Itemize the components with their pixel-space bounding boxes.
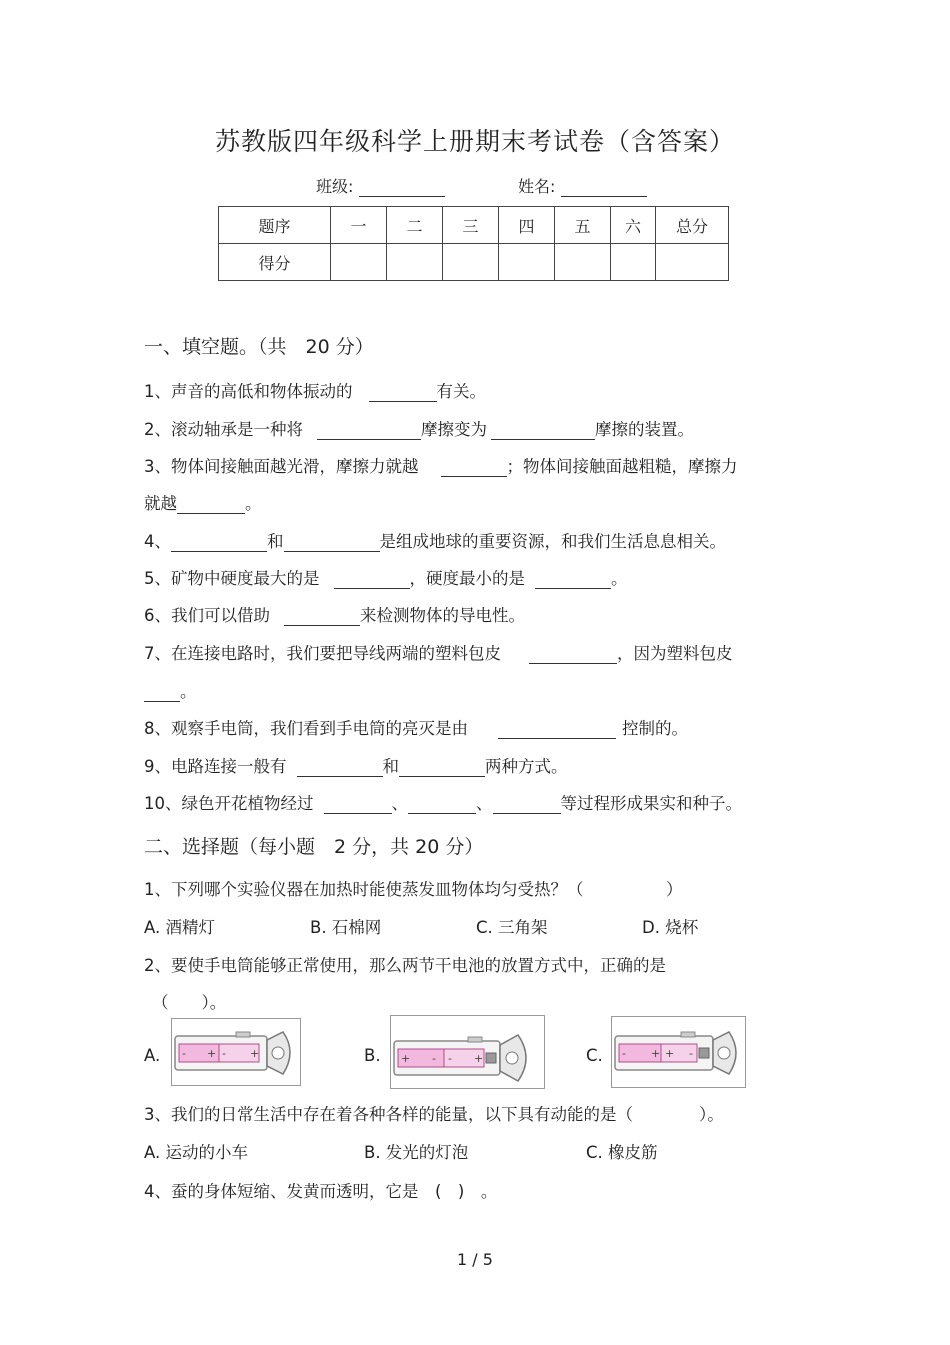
svg-text:+: + xyxy=(665,1047,675,1060)
score-header-cell: 四 xyxy=(499,207,555,244)
answer-blank[interactable] xyxy=(297,760,383,777)
fill-question-5: 5、矿物中硬度最大的是 ，硬度最小的是 。 xyxy=(144,569,628,588)
svg-text:+: + xyxy=(401,1052,411,1065)
fill-question-1: 1、声音的高低和物体振动的 有关。 xyxy=(144,382,486,401)
score-cell[interactable] xyxy=(499,244,555,281)
score-header-cell: 题序 xyxy=(219,207,331,244)
option-c[interactable]: C. 橡皮筋 xyxy=(586,1143,658,1162)
score-cell[interactable] xyxy=(656,244,729,281)
name-blank[interactable] xyxy=(561,180,647,197)
answer-blank[interactable] xyxy=(284,535,380,552)
name-label: 姓名: xyxy=(518,177,556,196)
answer-blank[interactable] xyxy=(334,572,410,589)
score-cell[interactable] xyxy=(611,244,656,281)
option-c[interactable]: C. 三角架 xyxy=(476,918,548,937)
fill-question-2: 2、滚动轴承是一种将 摩擦变为 摩擦的装置。 xyxy=(144,420,694,439)
choice-question-3: 3、我们的日常生活中存在着各种各样的能量，以下具有动能的是（ ）。 xyxy=(144,1105,724,1124)
class-label: 班级: xyxy=(316,177,354,196)
section2-heading: 二、选择题（每小题 2 分，共 20 分） xyxy=(144,836,484,858)
svg-text:+: + xyxy=(651,1047,661,1060)
answer-blank[interactable] xyxy=(171,535,267,552)
section1-heading: 一、填空题。（共 20 分） xyxy=(144,336,374,358)
choice-question-2-cont: （ ）。 xyxy=(152,993,227,1012)
answer-blank[interactable] xyxy=(284,609,360,626)
fill-question-7-cont: 。 xyxy=(144,678,197,702)
fill-question-3: 3、物体间接触面越光滑，摩擦力就越 ；物体间接触面越粗糙，摩擦力 xyxy=(144,457,738,476)
choice-question-4: 4、蚕的身体短缩、发黄而透明，它是 ( ) 。 xyxy=(144,1182,498,1201)
score-cell[interactable] xyxy=(387,244,443,281)
score-cell[interactable] xyxy=(331,244,387,281)
svg-text:-: - xyxy=(689,1047,693,1060)
answer-blank[interactable] xyxy=(177,497,245,514)
svg-text:+: + xyxy=(474,1052,484,1065)
fill-question-3-cont: 就越 。 xyxy=(144,494,262,513)
score-header-cell: 五 xyxy=(555,207,611,244)
flashlight-c-image[interactable] xyxy=(611,1016,746,1088)
score-table-score-row xyxy=(219,244,729,281)
choice-question-2: 2、要使手电筒能够正常使用，那么两节干电池的放置方式中，正确的是 xyxy=(144,956,666,975)
score-header-cell: 二 xyxy=(387,207,443,244)
name-field xyxy=(518,174,647,197)
flashlight-b-image[interactable] xyxy=(390,1015,545,1089)
score-header-cell: 三 xyxy=(443,207,499,244)
score-header-cell: 一 xyxy=(331,207,387,244)
fill-question-10: 10、绿色开花植物经过 、 、 等过程形成果实和种子。 xyxy=(144,794,742,813)
class-blank[interactable] xyxy=(359,180,445,197)
option-c[interactable]: C. xyxy=(586,1046,603,1065)
answer-blank[interactable] xyxy=(529,647,617,664)
answer-blank[interactable] xyxy=(399,760,485,777)
fill-question-6: 6、我们可以借助 来检测物体的导电性。 xyxy=(144,606,525,625)
score-header-cell: 六 xyxy=(611,207,656,244)
score-row-label: 得分 xyxy=(219,244,331,281)
score-table xyxy=(218,206,729,281)
option-d[interactable]: D. 烧杯 xyxy=(642,918,699,937)
class-field xyxy=(316,174,445,197)
answer-blank[interactable] xyxy=(317,423,421,440)
answer-blank[interactable] xyxy=(535,572,611,589)
flashlight-a-image[interactable] xyxy=(171,1018,301,1086)
option-a[interactable]: A. xyxy=(144,1046,161,1065)
option-b[interactable]: B. 发光的灯泡 xyxy=(364,1143,469,1162)
score-cell[interactable] xyxy=(443,244,499,281)
answer-blank[interactable] xyxy=(324,797,392,814)
svg-text:-: - xyxy=(432,1052,436,1065)
option-a[interactable]: A. 运动的小车 xyxy=(144,1143,248,1162)
answer-blank[interactable] xyxy=(493,797,561,814)
svg-text:-: - xyxy=(222,1047,226,1060)
answer-blank[interactable] xyxy=(441,460,507,477)
score-cell[interactable] xyxy=(555,244,611,281)
answer-blank[interactable] xyxy=(408,797,476,814)
answer-blank[interactable] xyxy=(491,423,595,440)
answer-blank[interactable] xyxy=(369,385,437,402)
fill-question-9: 9、电路连接一般有 和 两种方式。 xyxy=(144,757,568,776)
svg-text:-: - xyxy=(448,1052,452,1065)
svg-text:-: - xyxy=(182,1047,186,1060)
fill-question-7: 7、在连接电路时，我们要把导线两端的塑料包皮 ，因为塑料包皮 xyxy=(144,644,733,663)
fill-question-4: 4、 和 是组成地球的重要资源，和我们生活息息相关。 xyxy=(144,532,726,551)
choice-question-1: 1、下列哪个实验仪器在加热时能使蒸发皿物体均匀受热？（ ） xyxy=(144,880,683,899)
score-table-header-row xyxy=(219,207,729,244)
page-number: 1 / 5 xyxy=(457,1250,493,1269)
fill-question-8: 8、观察手电筒，我们看到手电筒的亮灭是由 控制的。 xyxy=(144,719,688,738)
svg-text:-: - xyxy=(622,1047,626,1060)
answer-blank[interactable] xyxy=(498,722,616,739)
page-title: 苏教版四年级科学上册期末考试卷（含答案） xyxy=(214,127,735,156)
answer-blank[interactable] xyxy=(144,685,180,702)
score-header-cell: 总分 xyxy=(656,207,729,244)
svg-text:+: + xyxy=(250,1047,260,1060)
option-b[interactable]: B. 石棉网 xyxy=(310,918,382,937)
option-a[interactable]: A. 酒精灯 xyxy=(144,918,215,937)
svg-text:+: + xyxy=(207,1047,217,1060)
option-b[interactable]: B. xyxy=(364,1046,381,1065)
